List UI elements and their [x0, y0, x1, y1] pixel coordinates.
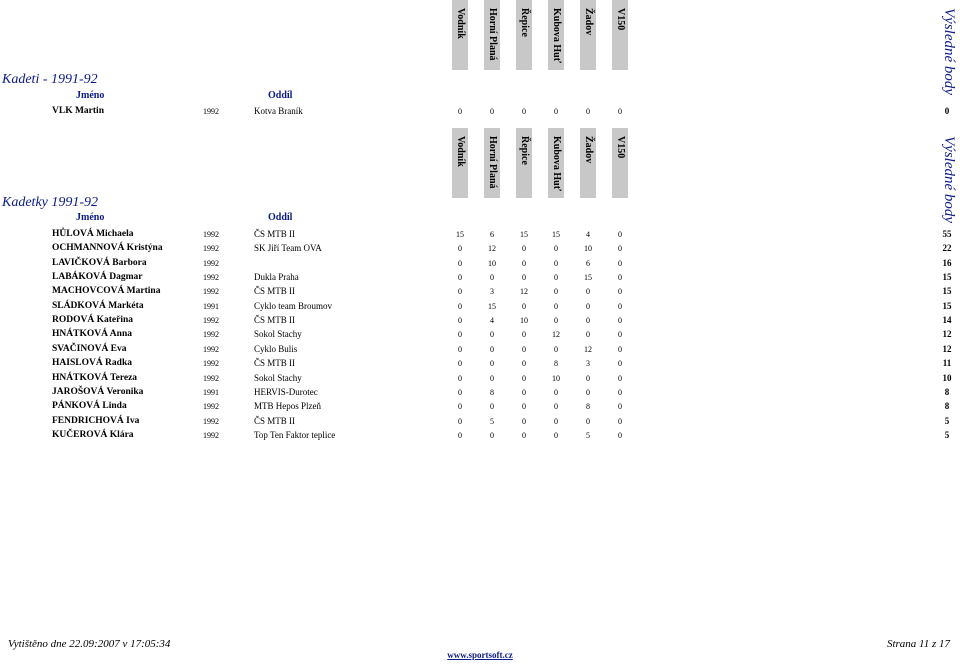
- total-points: 55: [942, 229, 952, 239]
- race-score: 0: [618, 330, 622, 340]
- race-score: 0: [522, 387, 526, 397]
- race-score: 0: [522, 344, 526, 354]
- race-score: 5: [490, 416, 494, 426]
- table-row: [0, 387, 960, 401]
- rider-name: SLÁDKOVÁ Markéta: [52, 300, 144, 311]
- name-column-header: Jméno: [76, 90, 105, 101]
- race-header-5: V150: [615, 136, 626, 159]
- total-points: 14: [942, 315, 952, 326]
- club-name: Cyklo Bulis: [254, 343, 298, 354]
- total-points: 12: [942, 329, 952, 340]
- table-row: [0, 286, 960, 300]
- rider-name: HŮLOVÁ Michaela: [52, 229, 134, 239]
- race-score: 0: [586, 416, 590, 426]
- total-points: 15: [942, 272, 952, 283]
- race-score: 0: [522, 258, 526, 268]
- race-score: 0: [618, 402, 622, 412]
- club-name: Dukla Praha: [254, 272, 299, 283]
- club-name: Cyklo team Broumov: [254, 300, 332, 311]
- total-points: 8: [944, 386, 950, 397]
- race-score: 0: [522, 244, 526, 254]
- race-score: 0: [618, 230, 622, 239]
- birth-year: 1991: [203, 301, 219, 311]
- birth-year: 1992: [203, 430, 219, 440]
- race-score: 0: [618, 387, 622, 397]
- race-score: 10: [488, 258, 496, 268]
- race-header-1: Horní Planá: [487, 8, 498, 61]
- table-row: [0, 344, 960, 358]
- race-score: 0: [618, 416, 622, 426]
- race-score: 0: [522, 273, 526, 283]
- race-score: 0: [554, 273, 558, 283]
- category-title: Kadeti - 1991-92: [2, 72, 98, 87]
- race-score: 0: [618, 107, 622, 116]
- results-column-header: Výsledné body: [941, 8, 957, 96]
- table-row: [0, 373, 960, 387]
- race-header-4: Žadov: [583, 8, 594, 36]
- race-score: 10: [552, 373, 560, 383]
- table-row: [0, 106, 960, 120]
- total-points: 0: [944, 106, 950, 116]
- club-name: ČS MTB II: [254, 286, 296, 297]
- race-score: 10: [520, 316, 528, 326]
- race-score: 12: [552, 330, 560, 340]
- race-score: 0: [618, 244, 622, 254]
- race-score: 15: [584, 273, 592, 283]
- category-title: Kadetky 1991-92: [2, 195, 99, 210]
- race-score: 0: [458, 402, 462, 412]
- race-score: 0: [522, 373, 526, 383]
- race-score: 12: [488, 244, 496, 254]
- race-score: 0: [618, 287, 622, 297]
- race-score: 0: [490, 330, 494, 340]
- race-score: 0: [618, 258, 622, 268]
- race-score: 0: [490, 430, 494, 440]
- total-points: 11: [942, 358, 952, 369]
- rider-name: HNÁTKOVÁ Anna: [52, 329, 132, 340]
- race-score: 0: [458, 301, 462, 311]
- race-score: 0: [618, 359, 622, 369]
- birth-year: 1992: [203, 344, 219, 354]
- race-score: 15: [456, 230, 464, 239]
- race-score: 3: [490, 287, 494, 297]
- race-score: 0: [458, 416, 462, 426]
- rider-name: MACHOVCOVÁ Martina: [52, 286, 161, 297]
- total-points: 12: [942, 343, 952, 354]
- total-points: 5: [944, 415, 950, 426]
- club-name: Sokol Stachy: [254, 372, 302, 383]
- race-score: 0: [554, 387, 558, 397]
- race-score: 0: [586, 387, 590, 397]
- race-score: 0: [554, 344, 558, 354]
- race-header-1: Horní Planá: [487, 136, 498, 189]
- rider-name: VLK Martin: [52, 106, 104, 116]
- table-row: [0, 272, 960, 286]
- race-score: 0: [458, 359, 462, 369]
- race-score: 10: [584, 244, 592, 254]
- total-points: 22: [942, 243, 952, 254]
- rider-name: LAVIČKOVÁ Barbora: [52, 257, 147, 268]
- race-score: 0: [618, 430, 622, 440]
- race-score: 0: [586, 330, 590, 340]
- race-score: 0: [618, 344, 622, 354]
- race-score: 0: [458, 430, 462, 440]
- page-number: Strana 11 z 17: [886, 638, 950, 650]
- birth-year: 1992: [203, 416, 219, 426]
- race-score: 0: [618, 301, 622, 311]
- race-score: 3: [586, 359, 590, 369]
- race-score: 0: [490, 373, 494, 383]
- table-row: [0, 301, 960, 315]
- name-column-header: Jméno: [76, 212, 105, 223]
- race-score: 0: [554, 287, 558, 297]
- race-header-2: Řepice: [519, 8, 530, 37]
- race-score: 15: [552, 230, 560, 239]
- table-row: [0, 258, 960, 272]
- total-points: 10: [942, 372, 952, 383]
- birth-year: 1992: [203, 273, 219, 283]
- table-row: [0, 243, 960, 257]
- birth-year: 1992: [203, 373, 219, 383]
- club-name: ČS MTB II: [254, 229, 296, 239]
- table-row: [0, 358, 960, 372]
- table-row: [0, 430, 960, 444]
- table-row: [0, 416, 960, 430]
- birth-year: 1991: [203, 387, 219, 397]
- birth-year: 1992: [203, 244, 219, 254]
- race-header-0: Vodník: [455, 8, 466, 39]
- results-column-header: Výsledné body: [941, 136, 957, 224]
- club-name: Top Ten Faktor teplice: [254, 429, 336, 440]
- race-score: 4: [586, 230, 590, 239]
- race-score: 0: [586, 316, 590, 326]
- race-score: 0: [522, 330, 526, 340]
- race-score: 5: [586, 430, 590, 440]
- race-score: 12: [584, 344, 592, 354]
- club-name: SK Jiří Team OVA: [254, 243, 322, 254]
- race-score: 0: [522, 107, 526, 116]
- race-score: 0: [554, 430, 558, 440]
- birth-year: 1992: [203, 359, 219, 369]
- race-score: 0: [522, 301, 526, 311]
- race-score: 0: [522, 402, 526, 412]
- club-name: ČS MTB II: [254, 358, 296, 369]
- club-name: Kotva Braník: [254, 106, 303, 116]
- race-score: 0: [586, 287, 590, 297]
- race-score: 0: [458, 287, 462, 297]
- race-score: 0: [586, 301, 590, 311]
- race-score: 6: [586, 258, 590, 268]
- club-name: ČS MTB II: [254, 415, 296, 426]
- table-row: [0, 401, 960, 415]
- race-score: 0: [618, 373, 622, 383]
- birth-year: 1992: [203, 402, 219, 412]
- rider-name: JAROŠOVÁ Veronika: [52, 386, 144, 397]
- race-score: 0: [554, 416, 558, 426]
- total-points: 15: [942, 286, 952, 297]
- race-score: 0: [554, 107, 558, 116]
- club-column-header: Oddíl: [268, 90, 293, 101]
- birth-year: 1992: [203, 316, 219, 326]
- table-row: [0, 315, 960, 329]
- birth-year: 1992: [203, 230, 219, 239]
- race-score: 0: [618, 316, 622, 326]
- race-score: 0: [458, 316, 462, 326]
- race-score: 15: [488, 301, 496, 311]
- race-score: 0: [458, 273, 462, 283]
- race-header-3: Kubova Huť: [551, 136, 562, 191]
- race-score: 0: [490, 107, 494, 116]
- rider-name: LABÁKOVÁ Dagmar: [52, 272, 143, 283]
- race-score: 0: [522, 416, 526, 426]
- club-name: Sokol Stachy: [254, 329, 302, 340]
- race-score: 8: [490, 387, 494, 397]
- rider-name: HNÁTKOVÁ Tereza: [52, 372, 138, 383]
- rider-name: RODOVÁ Kateřina: [52, 315, 134, 326]
- club-name: MTB Hepos Plzeň: [254, 401, 321, 412]
- race-score: 0: [554, 402, 558, 412]
- rider-name: OCHMANNOVÁ Kristýna: [52, 243, 163, 254]
- race-header-0: Vodník: [455, 136, 466, 167]
- race-score: 0: [458, 387, 462, 397]
- rider-name: HAISLOVÁ Radka: [52, 358, 132, 369]
- race-score: 0: [490, 402, 494, 412]
- race-score: 0: [458, 107, 462, 116]
- race-score: 0: [554, 301, 558, 311]
- race-header-3: Kubova Huť: [551, 8, 562, 63]
- total-points: 15: [942, 300, 952, 311]
- race-score: 8: [586, 402, 590, 412]
- rider-name: KUČEROVÁ Klára: [52, 429, 134, 440]
- total-points: 16: [942, 257, 952, 268]
- table-row: [0, 229, 960, 243]
- website-link[interactable]: www.sportsoft.cz: [447, 650, 513, 660]
- table-row: [0, 329, 960, 343]
- race-score: 0: [458, 330, 462, 340]
- race-score: 0: [458, 373, 462, 383]
- race-header-5: V150: [615, 8, 626, 31]
- race-score: 12: [520, 287, 528, 297]
- race-header-4: Žadov: [583, 136, 594, 164]
- race-score: 0: [490, 273, 494, 283]
- race-score: 0: [586, 373, 590, 383]
- rider-name: FENDRICHOVÁ Iva: [52, 415, 140, 426]
- birth-year: 1992: [203, 330, 219, 340]
- race-score: 0: [554, 316, 558, 326]
- race-score: 0: [586, 107, 590, 116]
- race-score: 0: [554, 244, 558, 254]
- race-score: 6: [490, 230, 494, 239]
- club-column-header: Oddíl: [268, 212, 293, 223]
- race-score: 0: [458, 344, 462, 354]
- race-score: 0: [458, 244, 462, 254]
- birth-year: 1992: [203, 287, 219, 297]
- race-score: 0: [458, 258, 462, 268]
- race-score: 15: [520, 230, 528, 239]
- race-score: 0: [522, 359, 526, 369]
- club-name: HERVIS-Durotec: [254, 386, 318, 397]
- race-score: 0: [554, 258, 558, 268]
- birth-year: 1992: [203, 107, 219, 116]
- rider-name: SVAČINOVÁ Eva: [52, 343, 127, 354]
- rider-name: PÁNKOVÁ Linda: [52, 401, 127, 412]
- total-points: 5: [944, 429, 950, 440]
- race-score: 4: [490, 316, 494, 326]
- race-score: 8: [554, 359, 558, 369]
- race-score: 0: [618, 273, 622, 283]
- club-name: ČS MTB II: [254, 315, 296, 326]
- birth-year: 1992: [203, 258, 219, 268]
- print-timestamp: Vytištěno dne 22.09:2007 v 17:05:34: [8, 638, 171, 650]
- race-header-2: Řepice: [519, 136, 530, 165]
- race-score: 0: [490, 344, 494, 354]
- total-points: 8: [944, 401, 950, 412]
- race-score: 0: [522, 430, 526, 440]
- race-score: 0: [490, 359, 494, 369]
